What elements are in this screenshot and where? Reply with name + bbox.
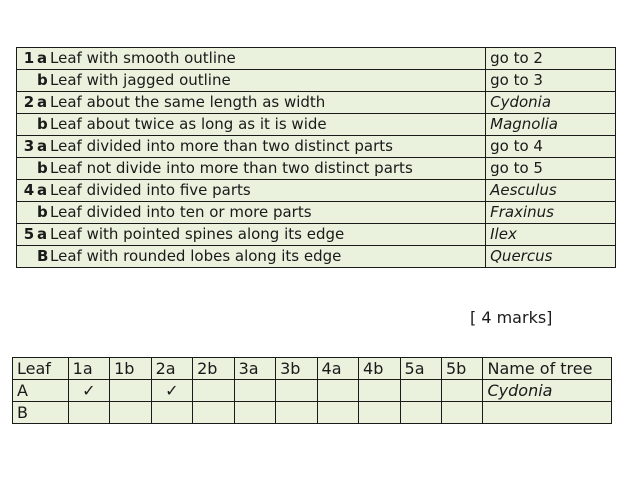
grid-tick-cell[interactable] bbox=[276, 402, 317, 424]
key-step-letter: b bbox=[37, 115, 48, 133]
grid-tick-cell[interactable] bbox=[234, 402, 275, 424]
key-statement-text: Leaf with pointed spines along its edge bbox=[50, 225, 345, 243]
key-result-cell: go to 3 bbox=[486, 70, 616, 92]
key-row bbox=[17, 92, 616, 114]
grid-header-row bbox=[13, 358, 612, 380]
key-result-cell: go to 4 bbox=[486, 136, 616, 158]
key-result-cell: Fraxinus bbox=[486, 202, 616, 224]
grid-tree-name-cell[interactable]: Cydonia bbox=[483, 380, 612, 402]
grid-leaf-label: A bbox=[13, 380, 69, 402]
key-statement-cell bbox=[17, 224, 486, 246]
key-statement-cell bbox=[17, 158, 486, 180]
grid-tick-cell[interactable] bbox=[234, 380, 275, 402]
key-row bbox=[17, 202, 616, 224]
grid-tick-cell[interactable] bbox=[193, 380, 234, 402]
grid-tick-cell[interactable] bbox=[442, 402, 483, 424]
dichotomous-key-table bbox=[16, 47, 616, 268]
key-step-letter: b bbox=[37, 71, 48, 89]
grid-leaf-label: B bbox=[13, 402, 69, 424]
key-row bbox=[17, 48, 616, 70]
grid-tick-cell[interactable]: ✓ bbox=[68, 380, 109, 402]
key-result-cell: Cydonia bbox=[486, 92, 616, 114]
key-result-cell: Quercus bbox=[486, 246, 616, 268]
key-step-letter: a bbox=[37, 49, 48, 67]
key-step-letter: a bbox=[37, 137, 48, 155]
key-statement-text: Leaf divided into more than two distinct parts bbox=[50, 137, 393, 155]
key-statement-text: Leaf divided into five parts bbox=[50, 181, 251, 199]
key-statement-cell bbox=[17, 180, 486, 202]
key-step-number: 2 bbox=[23, 93, 35, 111]
grid-tick-cell[interactable] bbox=[442, 380, 483, 402]
key-statement-text: Leaf not divide into more than two distinct parts bbox=[50, 159, 413, 177]
key-statement-text: Leaf divided into ten or more parts bbox=[50, 203, 312, 221]
key-step-letter: b bbox=[37, 203, 48, 221]
key-row bbox=[17, 114, 616, 136]
answer-grid-table bbox=[12, 357, 612, 424]
key-row bbox=[17, 136, 616, 158]
key-step-letter: a bbox=[37, 181, 48, 199]
key-step-letter: b bbox=[37, 159, 48, 177]
grid-header-cell: 2a bbox=[151, 358, 192, 380]
grid-header-cell: 3b bbox=[276, 358, 317, 380]
key-row bbox=[17, 246, 616, 268]
grid-header-cell: 4b bbox=[359, 358, 400, 380]
grid-tick-cell[interactable] bbox=[110, 402, 151, 424]
grid-tick-cell[interactable] bbox=[400, 380, 441, 402]
grid-tick-cell[interactable] bbox=[317, 402, 358, 424]
grid-row bbox=[13, 402, 612, 424]
key-statement-text: Leaf with smooth outline bbox=[50, 49, 236, 67]
key-row bbox=[17, 158, 616, 180]
key-step-number: 3 bbox=[23, 137, 35, 155]
key-statement-cell bbox=[17, 202, 486, 224]
key-row bbox=[17, 180, 616, 202]
key-step-number: 5 bbox=[23, 225, 35, 243]
key-statement-text: Leaf with jagged outline bbox=[50, 71, 231, 89]
key-row bbox=[17, 70, 616, 92]
key-body bbox=[17, 48, 616, 268]
key-statement-cell bbox=[17, 114, 486, 136]
grid-tick-cell[interactable] bbox=[359, 402, 400, 424]
key-step-letter: a bbox=[37, 225, 48, 243]
grid-tick-cell[interactable]: ✓ bbox=[151, 380, 192, 402]
grid-tick-cell[interactable] bbox=[276, 380, 317, 402]
grid-header-cell: 4a bbox=[317, 358, 358, 380]
key-step-number: 4 bbox=[23, 181, 35, 199]
grid-header-cell: 5a bbox=[400, 358, 441, 380]
grid-tick-cell[interactable] bbox=[110, 380, 151, 402]
grid-row bbox=[13, 380, 612, 402]
grid-header-cell: Name of tree bbox=[483, 358, 612, 380]
grid-body bbox=[13, 380, 612, 424]
grid-tick-cell[interactable] bbox=[359, 380, 400, 402]
key-statement-text: Leaf about twice as long as it is wide bbox=[50, 115, 327, 133]
key-statement-cell bbox=[17, 70, 486, 92]
key-result-cell: go to 2 bbox=[486, 48, 616, 70]
key-result-cell: Magnolia bbox=[486, 114, 616, 136]
key-row bbox=[17, 224, 616, 246]
key-step-number: 1 bbox=[23, 49, 35, 67]
grid-header-cell: 3a bbox=[234, 358, 275, 380]
grid-header-cell: Leaf bbox=[13, 358, 69, 380]
grid-tick-cell[interactable] bbox=[193, 402, 234, 424]
grid-header-cell: 2b bbox=[193, 358, 234, 380]
key-step-letter: B bbox=[37, 247, 49, 265]
key-statement-cell bbox=[17, 48, 486, 70]
grid-tick-cell[interactable] bbox=[151, 402, 192, 424]
key-statement-text: Leaf about the same length as width bbox=[50, 93, 326, 111]
key-result-cell: go to 5 bbox=[486, 158, 616, 180]
key-statement-cell bbox=[17, 246, 486, 268]
grid-tick-cell[interactable] bbox=[400, 402, 441, 424]
grid-header-cell: 5b bbox=[442, 358, 483, 380]
grid-tick-cell[interactable] bbox=[317, 380, 358, 402]
key-statement-text: Leaf with rounded lobes along its edge bbox=[50, 247, 342, 265]
key-statement-cell bbox=[17, 136, 486, 158]
key-statement-cell bbox=[17, 92, 486, 114]
key-result-cell: Ilex bbox=[486, 224, 616, 246]
grid-tree-name-cell[interactable] bbox=[483, 402, 612, 424]
marks-label: [ 4 marks] bbox=[470, 308, 553, 327]
grid-header-cell: 1a bbox=[68, 358, 109, 380]
grid-tick-cell[interactable] bbox=[68, 402, 109, 424]
key-step-letter: a bbox=[37, 93, 48, 111]
grid-header-cell: 1b bbox=[110, 358, 151, 380]
key-result-cell: Aesculus bbox=[486, 180, 616, 202]
